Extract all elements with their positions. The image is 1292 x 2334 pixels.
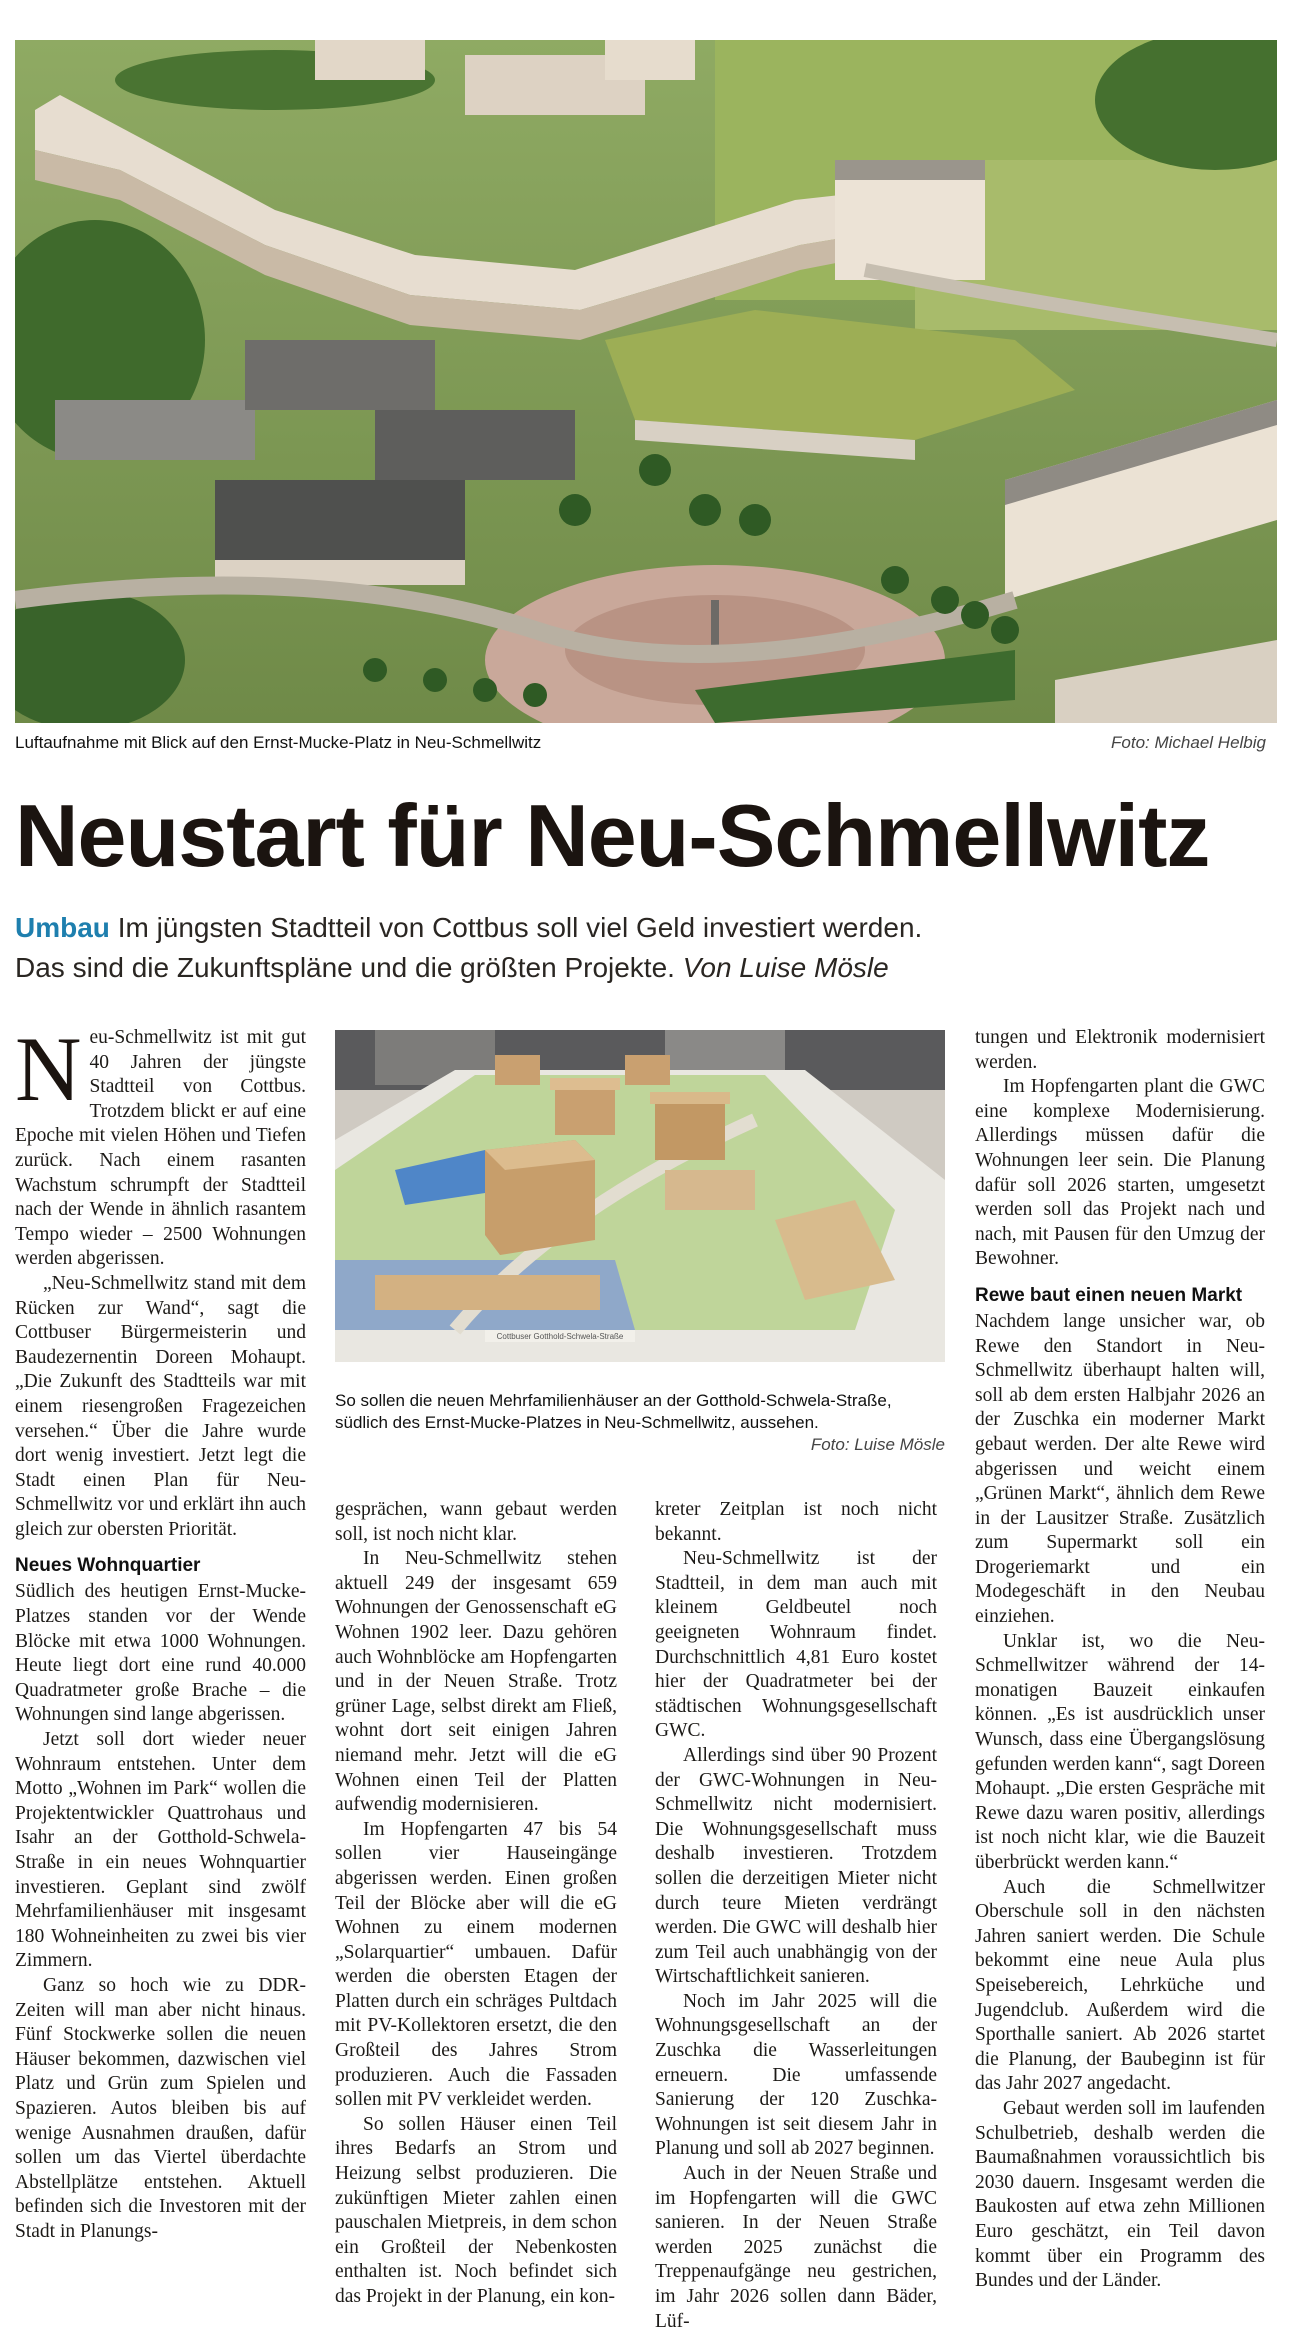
paragraph: In Neu-Schmellwitz stehen aktuell 249 der insgesamt 659 Wohnungen der Genossenschaft eG Wohnen 1902 leer. Dazu gehören auch Wohnblöcke am Hopfengarten und in der Neuen Straße. Trotz grüner Lage, selbst direkt am Fließ, wohnt dort seit einigen Jahren niemand mehr. Jetzt will die eG Wohnen einen Teil der Platten aufwendig modernisieren. [335,1548,617,1816]
aerial-illustration [15,40,1277,723]
column-2 [335,1498,617,2310]
architecture-model-illustration [335,1030,945,1362]
paragraph: Gebaut werden soll im laufenden Schulbetrieb, deshalb werden die Baumaßnahmen voraussichtlich bis 2030 dauern. Insgesamt werden die Baukosten auf etwa zehn Millionen Euro geschätzt, ein Teil davon kommt über ein Programm des Bundes und der Länder. [975,2097,1265,2292]
paragraph: Jetzt soll dort wieder neuer Wohnraum entstehen. Unter dem Motto „Wohnen im Park“ wollen die Projektentwickler Quattrohaus und Isahr an der Gotthold-Schwela-Straße in ein neues Wohnquartier investieren. Geplant sind zwölf Mehrfamilienhäuser mit insgesamt 180 Wohneinheiten zu zwei bis vier Zimmern. [15,1729,306,1972]
model-caption-text: So sollen die neuen Mehrfamilienhäuser an der Gotthold-Schwela-Straße, südlich des Ernst-Mucke-Platzes in Neu-Schmellwitz, aussehen. [335,1391,892,1432]
paragraph: kreter Zeitplan ist noch nicht bekannt. [655,1499,937,1545]
deck-line-2-text: Das sind die Zukunftspläne und die größten Projekte. [15,952,675,983]
paragraph: Im Hopfengarten plant die GWC eine komplexe Modernisierung. Allerdings müssen dafür die Wohnungen leer sein. Die Planung dafür soll 2026 starten, umgesetzt werden soll das Projekt nach und nach, mit Pausen für den Umzug der Bewohner. [975,1076,1265,1270]
model-credit: Foto: Luise Mösle [810,1435,945,1454]
deck [15,908,1277,988]
byline: Von Luise Mösle [682,952,889,983]
paragraph: gesprächen, wann gebaut werden soll, ist noch nicht klar. [335,1499,617,1545]
dropcap: N [15,1018,82,1120]
deck-kicker: Umbau [15,912,110,943]
hero-photo [15,40,1277,723]
paragraph: Auch die Schmellwitzer Oberschule soll in den nächsten Jahren saniert werden. Die Schule bekommt eine neue Aula plus Speisebereich, Lehrküche und Jugendclub. Außerdem wird die Sporthalle saniert. Ab 2026 startet die Planung, der Baubeginn ist für das Jahr 2027 angedacht. [975,1876,1265,2095]
lead-text: eu-Schmellwitz ist mit gut 40 Jahren der jüngste Stadtteil von Cottbus. Trotzdem blickt er auf eine Epoche mit vielen Höhen und Tiefen zurück. Nach einem rasanten Wachstum schrumpft der Stadtteil nach der Wende in ähnlich rasantem Tempo wieder – 2500 Wohnungen werden abgerissen. [15,1027,306,1270]
hero-caption: Luftaufnahme mit Blick auf den Ernst-Mucke-Platz in Neu-Schmellwitz [15,733,542,752]
column-1 [15,1018,306,2245]
model-photo [335,1030,945,1362]
paragraph: „Neu-Schmellwitz stand mit dem Rücken zur Wand“, sagt die Cottbuser Bürgermeisterin und Baudezernentin Doreen Mohaupt. „Die Zukunft des Stadtteils war mit einem riesengroßen Fragezeichen versehen.“ Über die Jahre wurde dort wenig investiert. Jetzt legt die Stadt einen Plan für Neu-Schmellwitz vor und erklärt ihn auch gleich zur obersten Priorität. [15,1272,306,1540]
column-3 [655,1498,937,2334]
paragraph: Noch im Jahr 2025 will die Wohnungsgesellschaft an der Zuschka die Wasserleitungen erneuern. Die umfassende Sanierung der 120 Zuschka-Wohnungen ist seit diesem Jahr in Planung und soll ab 2027 beginnen. [655,1990,937,2160]
paragraph: Neu-Schmellwitz ist der Stadtteil, in dem man auch mit kleinem Geldbeutel noch geeigneten Wohnraum findet. Durchschnittlich 4,81 Euro kostet hier der Quadratmeter bei der städtischen Wohnungsgesellschaft GWC. [655,1548,937,1742]
lead-paragraph [15,1018,306,1272]
model-sign-text: Cottbuser Gotthold-Schwela-Straße [496,1332,624,1341]
deck-line-2 [15,948,1277,988]
subheading-rewe: Rewe baut einen neuen Markt [975,1284,1243,1306]
paragraph: tungen und Elektronik modernisiert werden. [975,1027,1265,1073]
headline: Neustart für Neu-Schmellwitz [15,786,1210,885]
column-4 [975,1026,1265,2294]
paragraph: Nachdem lange unsicher war, ob Rewe den Standort in Neu-Schmellwitz überhaupt halten will, soll ab dem ersten Halbjahr 2026 an der Zuschka ein moderner Markt gebaut werden. Der alte Rewe wird abgerissen und weicht einem „Grünen Markt“, ähnlich dem Rewe in der Lausitzer Straße. Zusätzlich zum Supermarkt soll ein Drogeriemarkt und ein Modegeschäft in den Neubau einziehen. [975,1310,1265,1628]
paragraph: Allerdings sind über 90 Prozent der GWC-Wohnungen in Neu-Schmellwitz nicht modernisiert. Die Wohnungsgesellschaft muss deshalb investieren. Trotzdem sollen die derzeitigen Mieter nicht durch teure Mieten verdrängt werden. Die GWC will deshalb hier zum Teil auch unabhängig von der Wirtschaftlichkeit sanieren. [655,1744,937,1988]
model-caption [335,1390,945,1456]
paragraph: Südlich des heutigen Ernst-Mucke-Platzes standen vor der Wende Blöcke mit etwa 1000 Wohnungen. Heute liegt dort eine rund 40.000 Quadratmeter große Brache – die Wohnungen sind lange abgerissen. [15,1581,306,1726]
paragraph: Im Hopfengarten 47 bis 54 sollen vier Hauseingänge abgerissen werden. Einen großen Teil der Blöcke aber will die eG Wohnen zu einem modernen „Solarquartier“ umbauen. Dafür werden die obersten Etagen der Platten durch ein schräges Pultdach mit PV-Kollektoren ersetzt, die den Großteil des Jahres Strom produzieren. Auch die Fassaden sollen mit PV verkleidet werden. [335,1818,617,2111]
deck-line-1-text: Im jüngsten Stadtteil von Cottbus soll viel Geld investiert werden. [117,912,923,943]
paragraph: So sollen Häuser einen Teil ihres Bedarfs an Strom und Heizung selbst produzieren. Die zukünftigen Mieter zahlen einen pauschalen Mietpreis, in dem schon ein Großteil der Nebenkosten enthalten ist. Noch befindet sich das Projekt in der Planung, ein kon- [335,2113,617,2307]
paragraph: Unklar ist, wo die Neu-Schmellwitzer während der 14-monatigen Bauzeit einkaufen können. „Es ist ausdrücklich unser Wunsch, dass eine Übergangslösung gefunden werden kann“, sagt Doreen Mohaupt. „Die ersten Gespräche mit Rewe dazu waren positiv, allerdings ist noch nicht klar, wie die Bauzeit überbrückt werden kann.“ [975,1630,1265,1873]
hero-credit: Foto: Michael Helbig [1111,733,1266,752]
paragraph: Auch in der Neuen Straße und im Hopfengarten will die GWC sanieren. In der Neuen Straße werden 2025 zunächst die Treppenaufgänge neu gestrichen, im Jahr 2026 sollen dann Bäder, Lüf- [655,2163,937,2332]
deck-line-1 [15,908,1277,948]
paragraph: Ganz so hoch wie zu DDR-Zeiten will man aber nicht hinaus. Fünf Stockwerke sollen die neuen Häuser bekommen, dazwischen viel Platz und Grün zum Spielen und Spazieren. Autos bleiben bis auf wenige Ausnahmen draußen, dafür sollen um das Viertel überdachte Abstellplätze entstehen. Aktuell befinden sich die Investoren mit der Stadt in Planungs- [15,1974,306,2242]
subheading-neues-wohnquartier: Neues Wohnquartier [15,1555,201,1577]
